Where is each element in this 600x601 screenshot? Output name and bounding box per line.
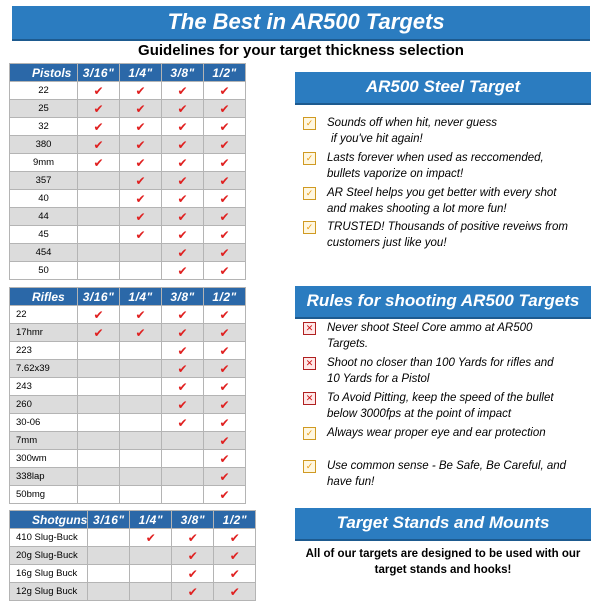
main-banner [12,6,590,41]
check-mark-icon: ✔ [162,378,204,396]
check-mark-icon: ✔ [204,468,246,486]
empty-cell [78,244,120,262]
caliber-name: 243 [10,378,78,396]
empty-cell [120,378,162,396]
caliber-name: 32 [10,118,78,136]
table-row [10,529,256,547]
check-mark-icon: ✔ [162,154,204,172]
caliber-name: 300wm [10,450,78,468]
stands-title: Target Stands and Mounts [336,513,550,532]
rules-header [295,286,591,319]
caliber-name: 7mm [10,432,78,450]
thickness-header: 3/16" [78,288,120,306]
x-box-icon: ✕ [303,357,316,370]
thickness-header: 1/2" [204,288,246,306]
empty-cell [78,378,120,396]
list-item-line: Targets. [327,338,369,350]
empty-cell [78,262,120,280]
empty-cell [120,468,162,486]
shotguns-table [9,510,256,601]
check-mark-icon: ✔ [204,324,246,342]
table-header-row [10,64,246,82]
check-mark-icon: ✔ [78,100,120,118]
list-item-line: Shoot no closer than 100 Yards for rifles and [327,357,554,369]
check-mark-icon: ✔ [120,136,162,154]
table-row [10,565,256,583]
check-mark-icon: ✔ [204,262,246,280]
table-row [10,396,246,414]
table-row [10,414,246,432]
check-mark-icon: ✔ [204,450,246,468]
check-mark-icon: ✔ [204,244,246,262]
thickness-header: 3/8" [162,288,204,306]
check-mark-icon: ✔ [204,414,246,432]
list-item-line: To Avoid Pitting, keep the speed of the bullet [327,392,554,404]
table-row [10,378,246,396]
list-item-line: customers just like you! [327,237,447,249]
empty-cell [78,396,120,414]
check-mark-icon: ✔ [120,100,162,118]
check-mark-icon: ✔ [204,172,246,190]
empty-cell [120,360,162,378]
check-mark-icon: ✔ [120,154,162,172]
caliber-name: 260 [10,396,78,414]
table-row [10,342,246,360]
check-mark-icon: ✔ [162,226,204,244]
check-mark-icon: ✔ [214,565,256,583]
check-mark-icon: ✔ [172,583,214,601]
check-mark-icon: ✔ [162,190,204,208]
stands-line: target stands and hooks! [374,564,512,576]
table-row [10,172,246,190]
check-mark-icon: ✔ [214,583,256,601]
check-mark-icon: ✔ [204,82,246,100]
caliber-name: 50 [10,262,78,280]
caliber-name: 338lap [10,468,78,486]
caliber-name: 16g Slug Buck [10,565,88,583]
list-item-text [327,458,591,490]
empty-cell [78,486,120,504]
caliber-name: 30-06 [10,414,78,432]
check-mark-icon: ✔ [214,529,256,547]
empty-cell [78,208,120,226]
empty-cell [88,529,130,547]
check-mark-icon: ✔ [162,360,204,378]
table-row [10,324,246,342]
check-box-icon: ✓ [303,427,316,440]
check-mark-icon: ✔ [172,529,214,547]
check-mark-icon: ✔ [120,306,162,324]
table-row [10,306,246,324]
empty-cell [130,583,172,601]
list-item-text [327,390,591,422]
stands-line: All of our targets are designed to be used with our [305,548,581,560]
check-box-icon: ✓ [303,117,316,130]
empty-cell [78,450,120,468]
check-mark-icon: ✔ [162,244,204,262]
list-item-line: have fun! [327,476,375,488]
caliber-name: 223 [10,342,78,360]
table-row [10,136,246,154]
table-row [10,583,256,601]
caliber-name: 380 [10,136,78,154]
caliber-name: 17hmr [10,324,78,342]
check-mark-icon: ✔ [204,208,246,226]
check-box-icon: ✓ [303,221,316,234]
list-item-line: and makes shooting a lot more fun! [327,203,507,215]
list-item-text [327,185,591,217]
list-item-text [327,150,591,182]
list-item-line: 10 Yards for a Pistol [327,373,430,385]
caliber-name: 20g Slug-Buck [10,547,88,565]
caliber-name: 50bmg [10,486,78,504]
list-item-text [327,425,591,441]
check-mark-icon: ✔ [162,118,204,136]
table-row [10,100,246,118]
check-mark-icon: ✔ [120,226,162,244]
check-mark-icon: ✔ [78,154,120,172]
list-item-line: below 3000fps at the point of impact [327,408,512,420]
main-title: The Best in AR500 Targets [167,9,445,34]
steel-target-header [295,72,591,105]
list-item-line: bullets vaporize on impact! [327,168,464,180]
table-row [10,226,246,244]
caliber-name: 410 Slug-Buck [10,529,88,547]
check-mark-icon: ✔ [162,172,204,190]
pistols-table [9,63,246,280]
list-item-line: Sounds off when hit, never guess [327,117,498,129]
thickness-header: 1/2" [204,64,246,82]
empty-cell [130,565,172,583]
stands-text [300,546,586,578]
caliber-name: 25 [10,100,78,118]
rules-title: Rules for shooting AR500 Targets [306,291,580,310]
table-row [10,468,246,486]
empty-cell [78,342,120,360]
check-mark-icon: ✔ [120,208,162,226]
check-mark-icon: ✔ [162,100,204,118]
table-row [10,118,246,136]
thickness-header: 3/8" [172,511,214,529]
check-mark-icon: ✔ [204,226,246,244]
empty-cell [78,360,120,378]
empty-cell [120,396,162,414]
subtitle: Guidelines for your target thickness selection [138,42,464,59]
list-item-line: Always wear proper eye and ear protection [327,427,546,439]
check-mark-icon: ✔ [120,82,162,100]
empty-cell [78,468,120,486]
check-mark-icon: ✔ [204,432,246,450]
list-item-text [327,219,591,251]
check-mark-icon: ✔ [78,324,120,342]
table-row [10,360,246,378]
thickness-header: 1/4" [120,288,162,306]
check-mark-icon: ✔ [172,547,214,565]
check-mark-icon: ✔ [120,172,162,190]
check-mark-icon: ✔ [162,82,204,100]
list-item-line: Never shoot Steel Core ammo at AR500 [327,322,533,334]
caliber-name: 22 [10,82,78,100]
check-mark-icon: ✔ [204,342,246,360]
check-box-icon: ✓ [303,187,316,200]
table-row [10,82,246,100]
caliber-name: 7.62x39 [10,360,78,378]
table-header-row [10,511,256,529]
thickness-header: 1/2" [214,511,256,529]
stands-header [295,508,591,541]
check-mark-icon: ✔ [162,324,204,342]
empty-cell [120,244,162,262]
check-mark-icon: ✔ [78,136,120,154]
empty-cell [120,414,162,432]
empty-cell [88,547,130,565]
check-mark-icon: ✔ [120,190,162,208]
check-mark-icon: ✔ [162,306,204,324]
table-row [10,244,246,262]
check-mark-icon: ✔ [162,414,204,432]
check-mark-icon: ✔ [214,547,256,565]
caliber-name: 454 [10,244,78,262]
check-mark-icon: ✔ [78,118,120,136]
check-mark-icon: ✔ [204,396,246,414]
empty-cell [78,414,120,432]
thickness-header: 3/16" [88,511,130,529]
check-mark-icon: ✔ [162,396,204,414]
category-header: Pistols [10,64,78,82]
category-header: Shotguns [10,511,88,529]
list-item-line: Use common sense - Be Safe, Be Careful, and [327,460,567,472]
rifles-table [9,287,246,504]
table-row [10,432,246,450]
thickness-header: 3/16" [78,64,120,82]
table-row [10,208,246,226]
check-mark-icon: ✔ [204,306,246,324]
table-header-row [10,288,246,306]
empty-cell [162,432,204,450]
empty-cell [120,432,162,450]
empty-cell [78,172,120,190]
empty-cell [120,342,162,360]
check-mark-icon: ✔ [120,118,162,136]
check-mark-icon: ✔ [78,306,120,324]
thickness-header: 1/4" [130,511,172,529]
caliber-name: 45 [10,226,78,244]
check-mark-icon: ✔ [78,82,120,100]
caliber-name: 22 [10,306,78,324]
table-row [10,486,246,504]
caliber-name: 44 [10,208,78,226]
check-box-icon: ✓ [303,460,316,473]
empty-cell [120,486,162,504]
empty-cell [162,468,204,486]
list-item-text [327,115,591,147]
thickness-header: 1/4" [120,64,162,82]
steel-target-title: AR500 Steel Target [365,77,521,96]
check-mark-icon: ✔ [204,486,246,504]
table-row [10,154,246,172]
table-row [10,262,246,280]
empty-cell [78,432,120,450]
empty-cell [88,565,130,583]
list-item-text [327,355,591,387]
empty-cell [78,226,120,244]
thickness-header: 3/8" [162,64,204,82]
check-mark-icon: ✔ [162,342,204,360]
empty-cell [130,547,172,565]
check-mark-icon: ✔ [162,262,204,280]
table-row [10,190,246,208]
check-mark-icon: ✔ [204,154,246,172]
empty-cell [120,262,162,280]
empty-cell [162,486,204,504]
check-mark-icon: ✔ [162,136,204,154]
check-mark-icon: ✔ [162,208,204,226]
x-box-icon: ✕ [303,392,316,405]
list-item-line: Lasts forever when used as reccomended, [327,152,544,164]
check-box-icon: ✓ [303,152,316,165]
check-mark-icon: ✔ [204,136,246,154]
list-item-line: AR Steel helps you get better with every shot [327,187,557,199]
check-mark-icon: ✔ [130,529,172,547]
empty-cell [162,450,204,468]
caliber-name: 357 [10,172,78,190]
empty-cell [120,450,162,468]
table-row [10,450,246,468]
list-item-text [327,320,591,352]
check-mark-icon: ✔ [120,324,162,342]
check-mark-icon: ✔ [204,360,246,378]
empty-cell [88,583,130,601]
check-mark-icon: ✔ [204,100,246,118]
check-mark-icon: ✔ [204,190,246,208]
caliber-name: 12g Slug Buck [10,583,88,601]
empty-cell [78,190,120,208]
caliber-name: 40 [10,190,78,208]
caliber-name: 9mm [10,154,78,172]
list-item-line: TRUSTED! Thousands of positive reveiws from [327,221,568,233]
check-mark-icon: ✔ [172,565,214,583]
table-row [10,547,256,565]
check-mark-icon: ✔ [204,118,246,136]
category-header: Rifles [10,288,78,306]
x-box-icon: ✕ [303,322,316,335]
check-mark-icon: ✔ [204,378,246,396]
list-item-line: if you've hit again! [331,133,423,145]
